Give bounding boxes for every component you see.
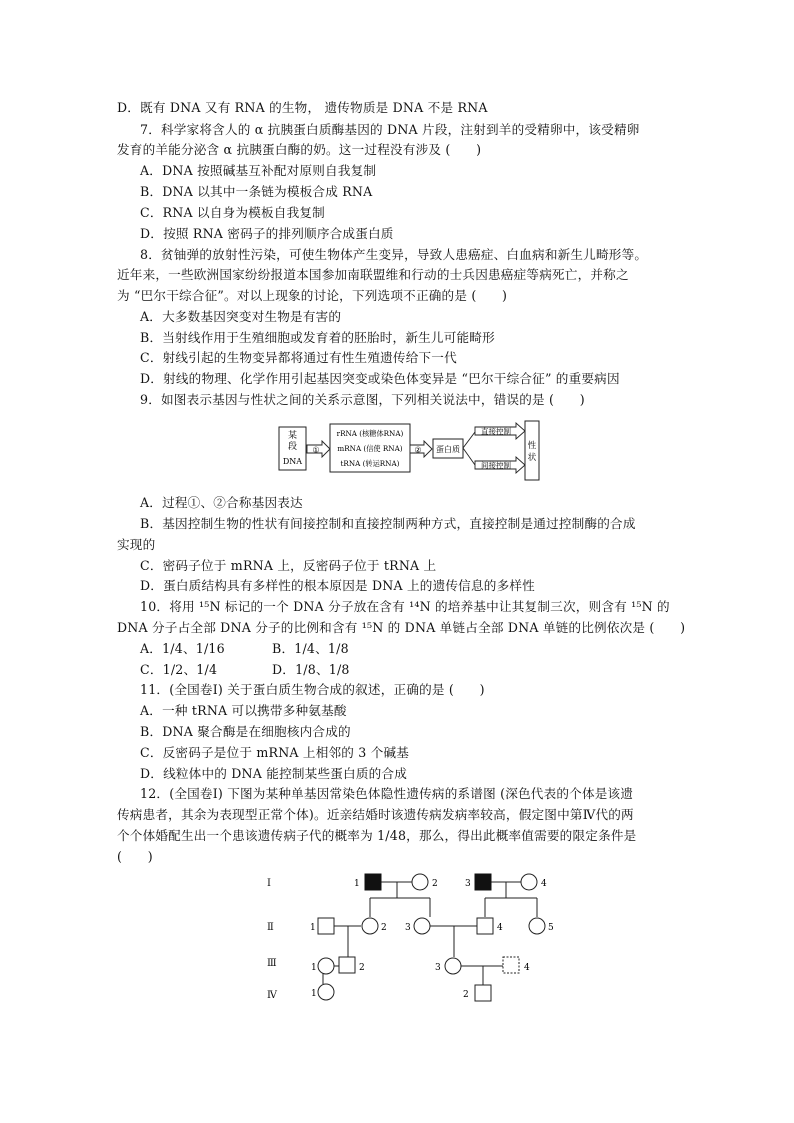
q7-stem-line2: 发育的羊能分泌含 α 抗胰蛋白酶的奶。这一过程没有涉及 ( ) [117,142,482,157]
q10-option-d: D．1/8、1/8 [272,662,350,677]
q10-stem-line1: 10．将用 ¹⁵N 标记的一个 DNA 分子放在含有 ¹⁴N 的培养基中让其复制三次，则含有 ¹⁵N 的 [140,599,670,614]
q7-option-b: B．DNA 以其中一条链为模板合成 RNA [140,184,373,199]
II2-female [362,918,378,934]
step2-label: ② [414,445,422,455]
q10-stem-line2: DNA 分子占全部 DNA 分子的比例和含有 ¹⁵N 的 DNA 单链占全部 DNA 单链的比例依次是 ( ) [117,620,686,635]
II5-female [529,918,545,934]
branch-up [463,432,475,448]
I3-label: 3 [465,879,471,889]
q9-option-a: A．过程①、②合称基因表达 [140,495,303,510]
III4-label: 4 [524,963,530,973]
q9-option-c: C．密码子位于 mRNA 上，反密码子位于 tRNA 上 [140,558,437,573]
q11-stem: 11．(全国卷Ⅰ) 关于蛋白质生物合成的叙述，正确的是 ( ) [140,682,485,697]
trait-label-1: 性 [527,441,537,451]
q12-stem-line1: 12．(全国卷Ⅰ) 下图为某种单基因常染色体隐性遗传病的系谱图 (深色代表的个体是该遗 [140,786,634,801]
I2-label: 2 [432,879,438,889]
q12-stem-line2: 传病患者，其余为表现型正常个体)。近亲结婚时该遗传病发病率较高，假定图中第Ⅳ代的两 [117,807,634,822]
q9-option-b: B．基因控制生物的性状有间接控制和直接控制两种方式，直接控制是通过控制酶的合成 [140,516,636,531]
dna-label-1: 某 [287,431,298,441]
q10-option-c: C．1/2、1/4 [140,662,218,677]
II3-label: 3 [405,923,411,933]
q11-option-b: B．DNA 聚合酶是在细胞核内合成的 [140,724,351,739]
q12-stem-line3: 个个体婚配生出一个患该遗传病子代的概率为 1/48，那么，得出此概率值需要的限定条件是 [117,828,637,843]
III1-female [318,958,334,974]
protein-label: 蛋白质 [436,445,460,454]
q10-option-a: A．1/4、1/16 [140,641,225,656]
dna-label-2: 段 [287,442,298,452]
rrna-label: rRNA (核糖体RNA) [336,429,404,438]
II2-label: 2 [381,923,387,933]
q8-stem-line1: 8．贫铀弹的放射性污染，可使生物体产生变异，导致人患癌症、白血病和新生儿畸形等。 [140,247,648,262]
branch-down [463,448,475,465]
gene-trait-diagram [278,420,540,482]
I4-label: 4 [541,879,547,889]
q9-stem: 9．如图表示基因与性状之间的关系示意图，下列相关说法中，错误的是 ( ) [140,392,585,407]
q8-stem-line2: 近年来，一些欧洲国家纷纷报道本国参加南联盟维和行动的士兵因患癌症等病死亡，并称之 [117,267,629,282]
II5-label: 5 [548,923,554,933]
indirect-label: 间接控制 [481,461,511,470]
q11-option-d: D．线粒体中的 DNA 能控制某些蛋白质的合成 [140,766,408,781]
gen-label-II: Ⅱ [267,922,274,933]
direct-label: 直接控制 [481,427,511,436]
q9-option-b-cont: 实现的 [117,537,156,552]
II4-male [477,918,493,934]
II1-label: 1 [310,923,316,933]
IV2-male [475,985,491,1001]
I2-female [412,874,428,890]
IV2-label: 2 [463,990,469,1000]
trait-label-2: 状 [527,453,537,463]
q6-option-d: D．既有 DNA 又有 RNA 的生物， 遗传物质是 DNA 不是 RNA [117,100,488,115]
gen-label-IV: Ⅳ [267,990,277,1001]
q8-option-d: D．射线的物理、化学作用引起基因突变或染色体变异是 “巴尔干综合征” 的重要病因 [140,371,620,386]
IV1-female [318,984,334,1000]
gen-label-I: Ⅰ [267,878,271,889]
III3-female [445,958,461,974]
II1-male [318,918,334,934]
q9-option-d: D．蛋白质结构具有多样性的根本原因是 DNA 上的遗传信息的多样性 [140,578,535,593]
step1-label: ① [312,445,320,455]
q8-option-a: A．大多数基因突变对生物是有害的 [140,309,342,324]
dna-label-3: DNA [282,457,303,466]
gen-label-III: Ⅲ [267,958,277,969]
q8-option-b: B．当射线作用于生殖细胞或发育着的胚胎时，新生儿可能畸形 [140,330,495,345]
I4-female [521,874,537,890]
II4-label: 4 [497,923,503,933]
q8-stem-line3: 为 “巴尔干综合征”。对以上现象的讨论，下列选项不正确的是 ( ) [117,288,508,303]
I1-affected-male [365,874,381,890]
trna-label: tRNA (转运RNA) [340,459,400,468]
q7-stem-line1: 7．科学家将含人的 α 抗胰蛋白质酶基因的 DNA 片段，注射到羊的受精卵中，该受精卵 [140,122,640,137]
q11-option-a: A．一种 tRNA 可以携带多种氨基酸 [140,703,347,718]
q7-option-c: C．RNA 以自身为模板自我复制 [140,205,325,220]
III2-label: 2 [359,963,365,973]
q7-option-d: D．按照 RNA 密码子的排列顺序合成蛋白质 [140,226,394,241]
I1-label: 1 [354,879,360,889]
q7-option-a: A．DNA 按照碱基互补配对原则自我复制 [140,163,377,178]
III3-label: 3 [435,963,441,973]
II3-female [414,918,430,934]
I3-affected-male [475,874,491,890]
q11-option-c: C．反密码子是位于 mRNA 上相邻的 3 个碱基 [140,745,410,760]
III1-label: 1 [311,963,317,973]
III2-male [339,957,355,973]
q10-option-b: B．1/4、1/8 [272,641,349,656]
IV1-label: 1 [311,989,317,999]
q8-option-c: C．射线引起的生物变异都将通过有性生殖遗传给下一代 [140,350,457,365]
III4-male [503,957,519,973]
q12-stem-line4: ( ) [117,849,153,864]
pedigree-chart [255,868,575,1008]
mrna-label: mRNA (信使 RNA) [337,444,403,453]
